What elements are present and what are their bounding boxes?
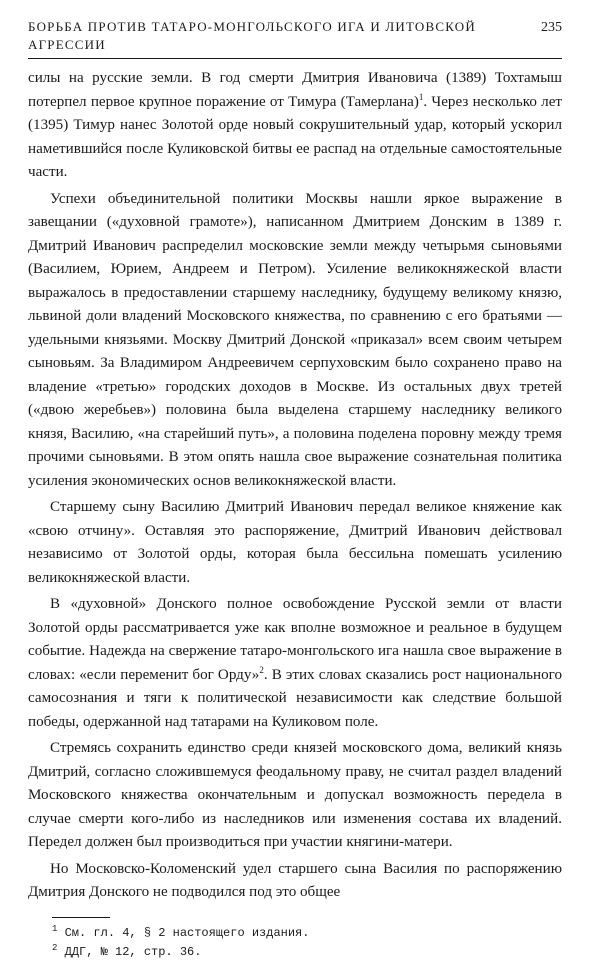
paragraph-4-text-b: . В этих словах сказались рост национального самосознания и тяги к политической независимости как следствие большой победы, одержанной над татарами на Куликовом поле. xyxy=(28,666,562,730)
main-text xyxy=(28,67,562,905)
footnote-2-number: 2 xyxy=(52,942,58,953)
footnote-ref-1: 1 xyxy=(418,91,424,102)
header-rule xyxy=(28,58,562,59)
paragraph-5: Стремясь сохранить единство среди князей московского дома, великий князь Дмитрий, согласно сложившемуся феодальному праву, не считал раздел владений Московского княжества окончательным и допускал возможность передела в случае смерти кого-либо из наследников или изменения состава их владений. Передел должен был производиться при участии княгини-матери. xyxy=(28,740,562,850)
footnote-ref-2: 2 xyxy=(259,664,264,675)
footnote-rule xyxy=(52,917,110,918)
paragraph-4 xyxy=(28,593,562,734)
running-title: БОРЬБА ПРОТИВ ТАТАРО-МОНГОЛЬСКОГО ИГА И ЛИТОВСКОЙ АГРЕССИИ xyxy=(28,19,476,52)
running-header xyxy=(28,18,562,54)
footnote-1 xyxy=(52,924,562,943)
paragraph-3: Старшему сыну Василию Дмитрий Иванович передал великое княжение как «свою отчину». Оставляя это распоряжение, Дмитрий Иванович действовал независимо от Золотой орды, которая была бессильна помешать усилению великокняжеской власти. xyxy=(28,499,562,586)
paragraph-1-text-a: силы на русские земли. В год смерти Дмитрия Ивановича (1389) Тохтамыш потерпел первое крупное поражение от Тимура (Тамерлана) xyxy=(28,70,562,110)
paragraph-2: Успехи объединительной политики Москвы нашли яркое выражение в завещании («духовной грамоте»), написанном Дмитрием Донским в 1389 г. Дмитрий Иванович распределил московские земли между четырьмя сыновьями (Василием, Юрием, Андреем и Петром). Усиление великокняжеской власти выражалось в предоставлении старшему наследнику, будущему великому князю, львиной доли владений Московского княжества, по сравнению с его братьями — удельными князьями. Москву Дмитрий Донской «приказал» всем своим четырем сыновьям. За Владимиром Андреевичем серпуховским было сохранено право на владение «третью» городских доходов в Москве. Из остальных двух третей («двою жеребьев») половина была выделена старшему наследнику великого князя, Василию, «на старейший путь», а половина поделена поровну между тремя прочими сыновьями. В этом опять нашла свое выражение сознательная политика усиления экономических основ великокняжеской власти. xyxy=(28,190,562,489)
paragraph-1 xyxy=(28,67,562,185)
footnote-1-number: 1 xyxy=(52,923,58,934)
footnote-2 xyxy=(52,943,562,962)
footnote-2-text: ДДГ, № 12, стр. 36. xyxy=(64,944,202,959)
paragraph-4-text-a: В «духовной» Донского полное освобождение Русской земли от власти Золотой орды рассматривается уже как вполне возможное и реальное в будущем событие. Надежда на свержение татаро-монгольского ига нашла свое выражение в словах: «если переменит бог Орду» xyxy=(28,596,562,683)
page-number: 235 xyxy=(541,20,562,35)
paragraph-6: Но Московско-Коломенский удел старшего сына Василия по распоряжению Дмитрия Донского не подводился под это общее xyxy=(28,860,562,900)
footnote-1-text: См. гл. 4, § 2 настоящего издания. xyxy=(64,925,310,940)
paragraph-1-text-b: . Через несколько лет (1395) Тимур нанес Золотой орде новый сокрушительный удар, который ускорил наметившийся после Куликовской битвы ее распад на отдельные самостоятельные части. xyxy=(28,93,562,180)
footnotes xyxy=(28,924,562,962)
